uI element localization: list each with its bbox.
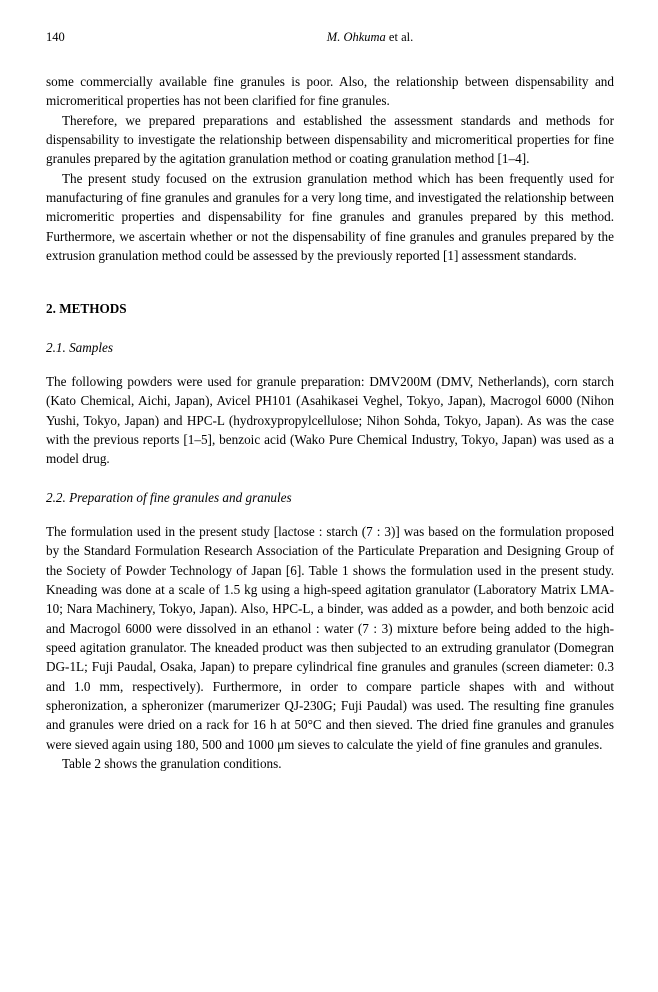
paragraph-table2: Table 2 shows the granulation conditions.	[62, 755, 282, 771]
subsection-heading-preparation: 2.2. Preparation of fine granules and granules	[46, 489, 292, 505]
paragraph-present-study: The present study focused on the extrusion granulation method which has been frequently used for manufacturing of fine granules and granules for a very long time, and investigated the relationship between micromeritic properties and dispensability for fine granules and granules prepared by this method. Furthermore, we ascertain whether or not the dispensability of fine granules and granules prepared by the extrusion granulation method could be assessed by the previously reported [1] assessment standards.	[46, 170, 614, 263]
paragraph-samples: The following powders were used for granule preparation: DMV200M (DMV, Netherlands), corn starch (Kato Chemical, Aichi, Japan), Avicel PH101 (Asahikasei Veghel, Tokyo, Japan), Macrogol 6000 (Nihon Yushi, Tokyo, Japan) and HPC-L (hydroxypropylcellulose; Nihon Sohda, Tokyo, Japan). As was the case with the previous reports [1–5], benzoic acid (Wako Pure Chemical Industry, Tokyo, Japan) was used as a model drug.	[46, 373, 614, 467]
page-number: 140	[46, 30, 65, 44]
running-head-etal: et al.	[385, 30, 414, 44]
document-body	[46, 72, 614, 773]
running-head-title	[126, 30, 614, 45]
section-heading-methods: 2. METHODS	[46, 301, 127, 317]
paragraph-continuation: some commercially available fine granules is poor. Also, the relationship between dispensability and micromeritical properties has not been clarified for fine granules.	[46, 74, 614, 109]
running-head	[46, 30, 614, 46]
subsection-heading-samples: 2.1. Samples	[46, 339, 114, 355]
paragraph-preparation: The formulation used in the present study [lactose : starch (7 : 3)] was based on the formulation proposed by the Standard Formulation Research Association of the Particulate Preparation and Designing Group of the Society of Powder Technology of Japan [6]. Table 1 shows the formulation used in the present study. Kneading was done at a scale of 1.5 kg using a high-speed agitation granulator (Laboratory Matrix LMA-10; Nara Machinery, Tokyo, Japan). Also, HPC-L, a binder, was added as a powder, and both benzoic acid and Macrogol 6000 were dissolved in an ethanol : water (7 : 3) mixture before being added to the high-speed agitation granulator. The kneaded product was then subjected to an extruding granulator (Domegran DG-1L; Fuji Paudal, Osaka, Japan) to prepare cylindrical fine granules and granules (screen diameter: 0.3 and 1.0 mm, respectively). Furthermore, in order to compare particle shapes with and without spheronization, a spheronizer (marumerizer QJ-230G; Fuji Paudal) was used. The resulting fine granules and granules were dried on a rack for 16 h at 50°C and then sieved. The dried fine granules and granules were sieved again using 180, 500 and 1000 μm sieves to calculate the yield of fine granules and granules.	[46, 523, 614, 752]
paragraph-therefore: Therefore, we prepared preparations and established the assessment standards and methods for dispensability to investigate the relationship between dispensability and micromeritical properties for fine granules prepared by the agitation granulation method or coating granulation method [1–4].	[46, 112, 614, 167]
running-head-author: M. Ohkuma	[326, 30, 386, 44]
